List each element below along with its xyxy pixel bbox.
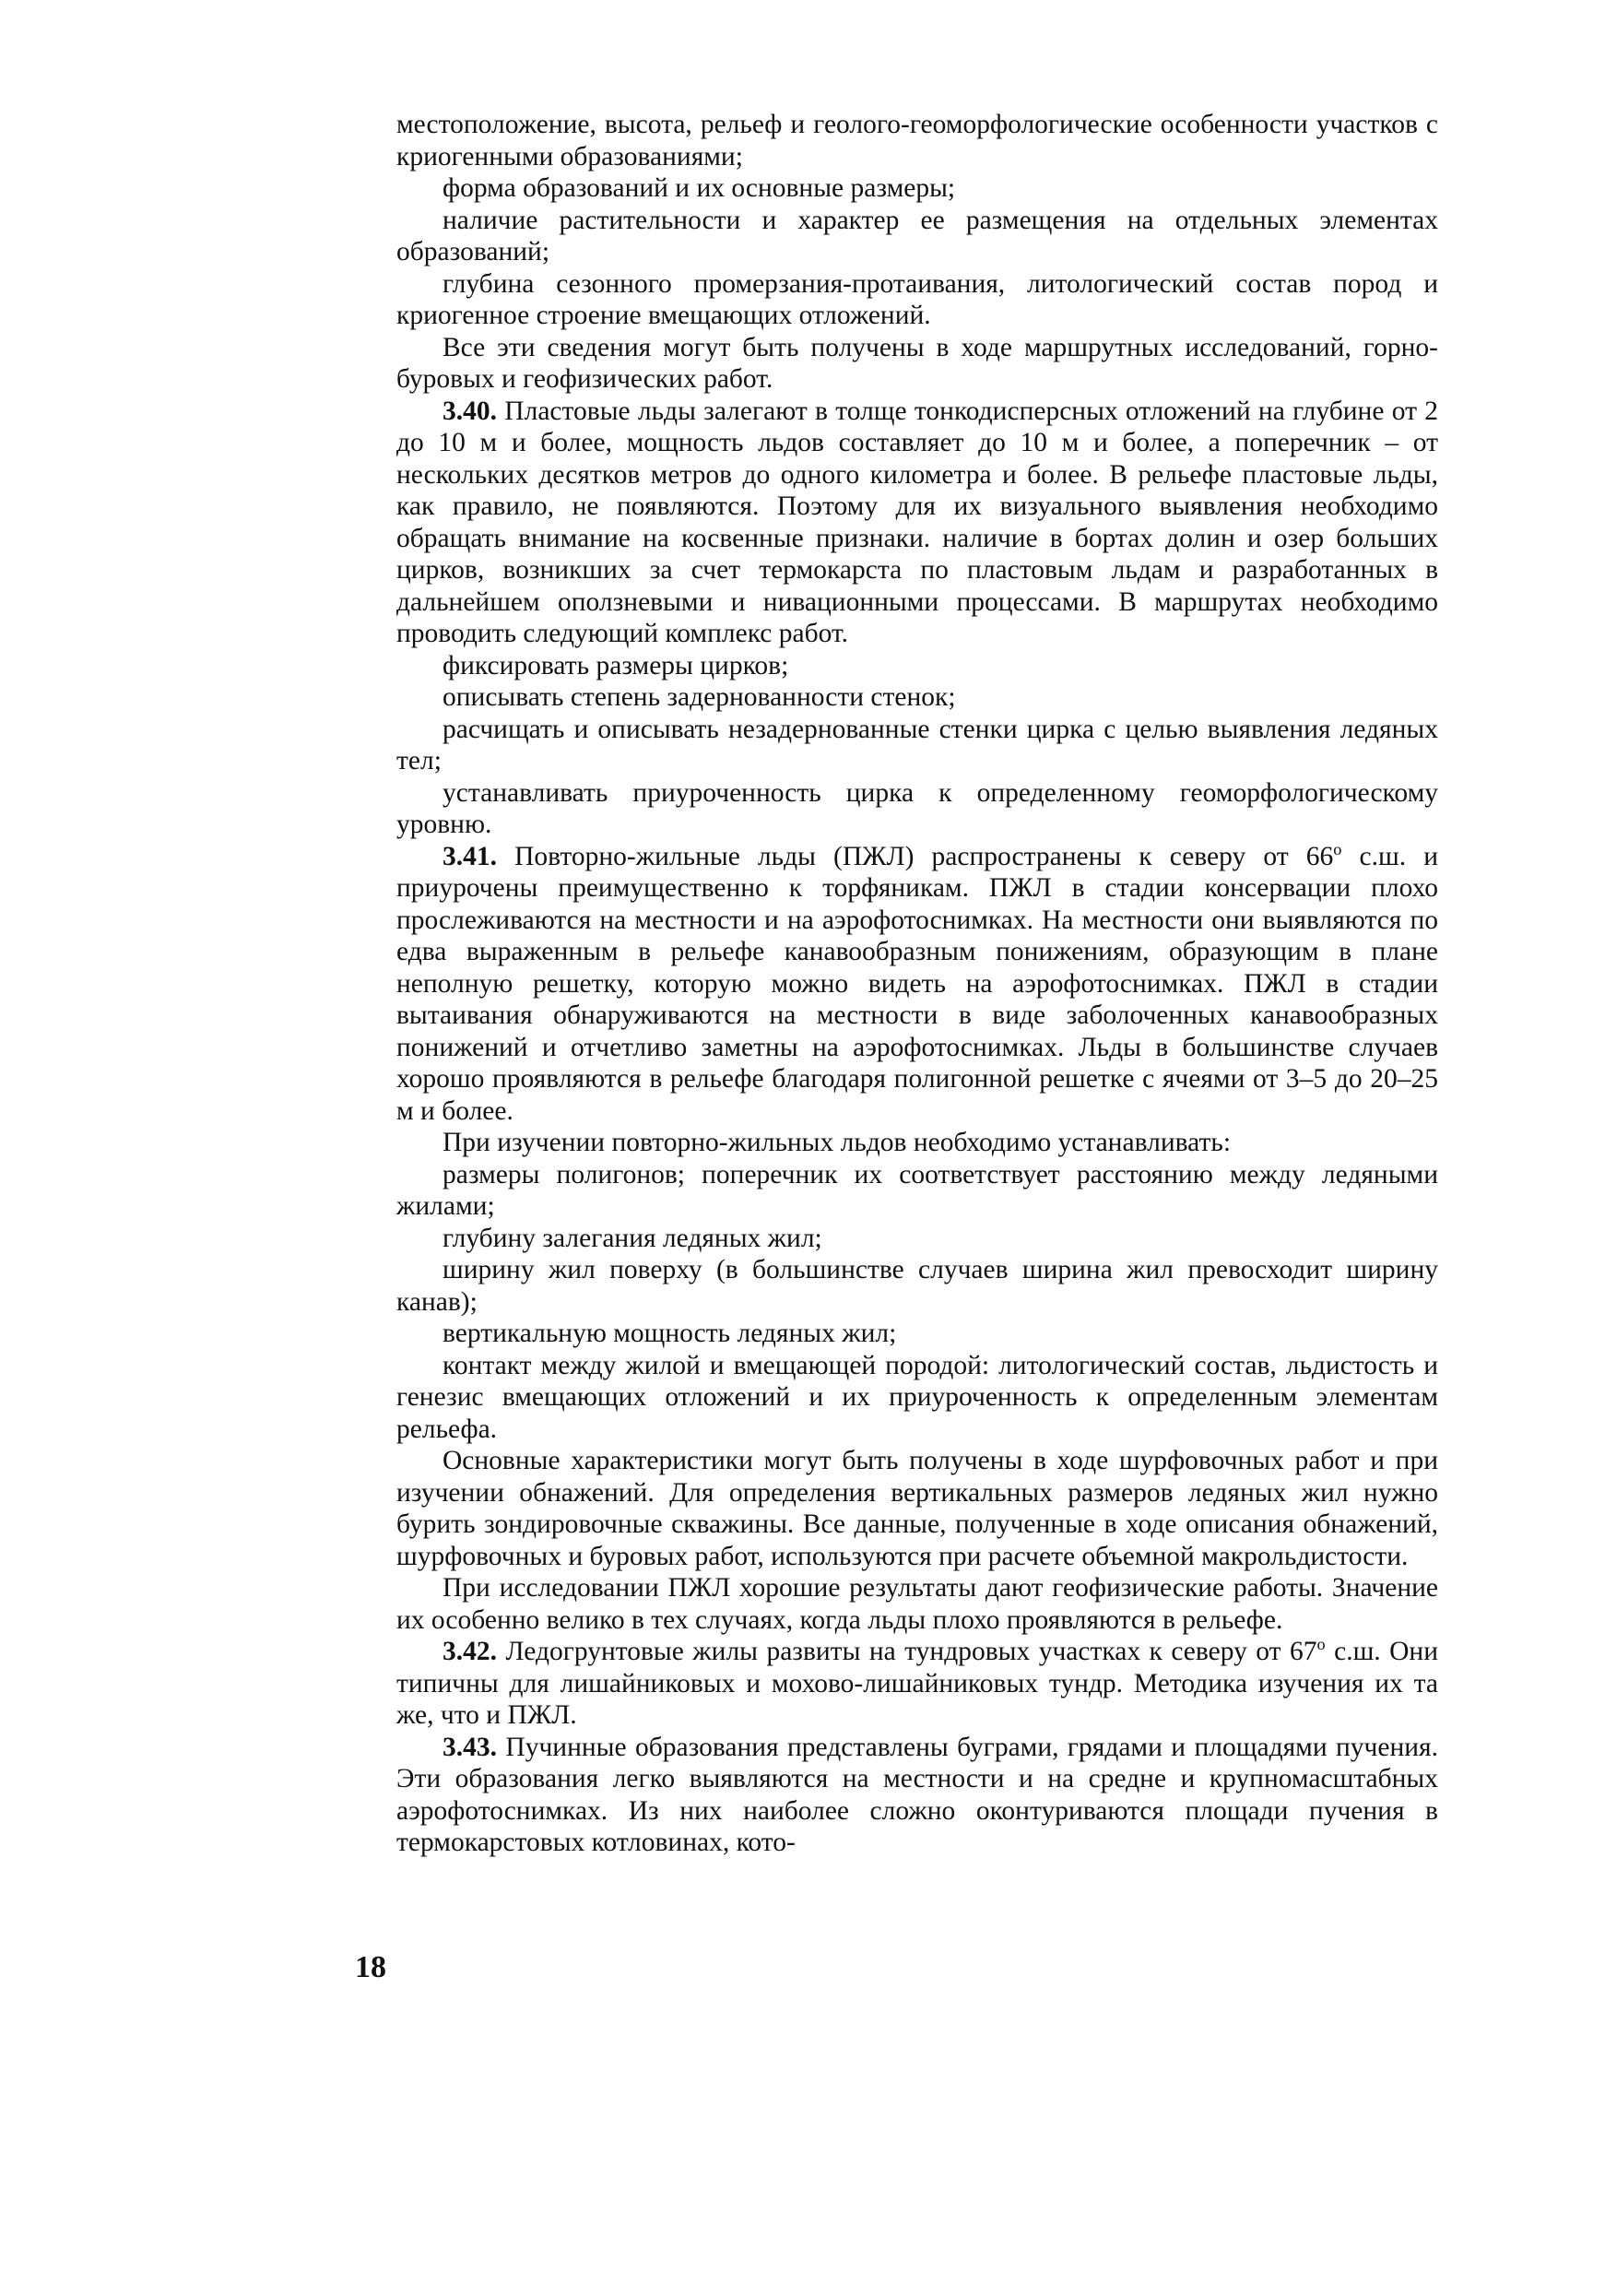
paragraph: глубина сезонного промерзания-протаивания, литологический состав пород и криогенное строение вмещающих отложений.	[396, 268, 1438, 330]
paragraph: размеры полигонов; поперечник их соответствует расстоянию между ледяными жилами;	[396, 1159, 1438, 1221]
paragraph: фиксировать размеры цирков;	[443, 650, 789, 681]
paragraph: контакт между жилой и вмещающей породой: литологический состав, льдистость и генезис вмещающих отложений и их приуроченность к определенным элементам рельефа.	[396, 1350, 1438, 1444]
paragraph: При изучении повторно-жильных льдов необходимо устанавливать:	[443, 1128, 1232, 1157]
section-text: с.ш. и приурочены преимущественно к торфяникам. ПЖЛ в стадии консервации плохо прослеживаются на местности и на аэрофотоснимках. На местности они выявляются по едва выраженным в рельефе канавообразным понижениям, образующим в плане неполную решетку, которую можно видеть на аэрофотоснимках. ПЖЛ в стадии вытаивания обнаруживаются на местности в виде заболоченных канавообразных понижений и отчетливо заметны на аэрофотоснимках. Льды в большинстве случаев хорошо проявляются в рельефе благодаря полигонной решетке с ячеями от 3–5 до 20–25 м и более.	[396, 841, 1438, 1126]
paragraph: расчищать и описывать незадернованные стенки цирка с целью выявления ледяных тел;	[396, 714, 1438, 775]
paragraph: ширину жил поверху (в большинстве случаев ширина жил превосходит ширину канав);	[396, 1255, 1438, 1317]
paragraph: Все эти сведения могут быть получены в ходе маршрутных исследований, горно-буровых и геофизических работ.	[396, 332, 1438, 394]
section-3-40	[396, 396, 1438, 650]
section-text: Пластовые льды залегают в толще тонкодисперсных отложений на глубине от 2 до 10 м и более, мощность льдов составляет до 10 м и более, а поперечник – от нескольких десятков метров до одного километра и более. В рельефе пластовые льды, как правило, не появляются. Поэтому для их визуального выявления необходимо обращать внимание на косвенные признаки. наличие в бортах долин и озер больших цирков, возникших за счет термокарста по пластовым льдам и разработанных в дальнейшем оползневыми и нивационными процессами. В маршрутах необходимо проводить следующий комплекс работ.	[396, 396, 1439, 648]
section-text: Повторно-жильные льды (ПЖЛ) распространены к северу от 66	[514, 841, 1334, 871]
paragraph: форма образований и их основные размеры;	[443, 173, 956, 203]
section-number: 3.43.	[443, 1732, 497, 1762]
section-number: 3.42.	[443, 1637, 497, 1666]
section-text: Ледогрунтовые жилы развиты на тундровых участках к северу от 67	[505, 1637, 1317, 1666]
section-3-42	[396, 1636, 1438, 1732]
section-text: с.ш. Они типичны для лишайниковых и мохово-лишайниковых тундр. Методика изучения их та же, что и ПЖЛ.	[396, 1637, 1439, 1730]
section-3-43	[396, 1732, 1438, 1859]
paragraph: При исследовании ПЖЛ хорошие результаты дают геофизические работы. Значение их особенно велико в тех случаях, когда льды плохо проявляются в рельефе.	[396, 1573, 1438, 1635]
section-number: 3.40.	[443, 396, 497, 426]
degree-mark: о	[1333, 839, 1342, 858]
degree-mark: о	[1316, 1635, 1326, 1654]
paragraph: устанавливать приуроченность цирка к определенному геоморфологическому уровню.	[396, 777, 1438, 839]
paragraph: Основные характеристики могут быть получены в ходе шурфовочных работ и при изучении обнажений. Для определения вертикальных размеров ледяных жил нужно бурить зондировочные скважины. Все данные, полученные в ходе описания обнажений, шурфовочных и буровых работ, используются при расчете объемной макрольдистости.	[396, 1446, 1438, 1571]
document-body	[396, 109, 1438, 1859]
paragraph: вертикальную мощность ледяных жил;	[443, 1319, 897, 1348]
paragraph: местоположение, высота, рельеф и геолого-геоморфологические особенности участков с криогенными образованиями;	[396, 110, 1438, 172]
section-3-41	[396, 841, 1438, 1128]
paragraph: наличие растительности и характер ее размещения на отдельных элементах образований;	[396, 205, 1438, 266]
section-text: Пучинные образования представлены буграми, грядами и площадями пучения. Эти образования легко выявляются на местности и на средне и крупномасштабных аэрофотоснимках. Из них наиболее сложно оконтуриваются площади пучения в термокарстовых котловинах, кото-	[396, 1732, 1439, 1857]
paragraph: глубину залегания ледяных жил;	[443, 1223, 822, 1253]
paragraph: описывать степень задернованности стенок;	[443, 682, 956, 712]
section-number: 3.41.	[443, 841, 497, 871]
page-number: 18	[355, 1950, 386, 1984]
